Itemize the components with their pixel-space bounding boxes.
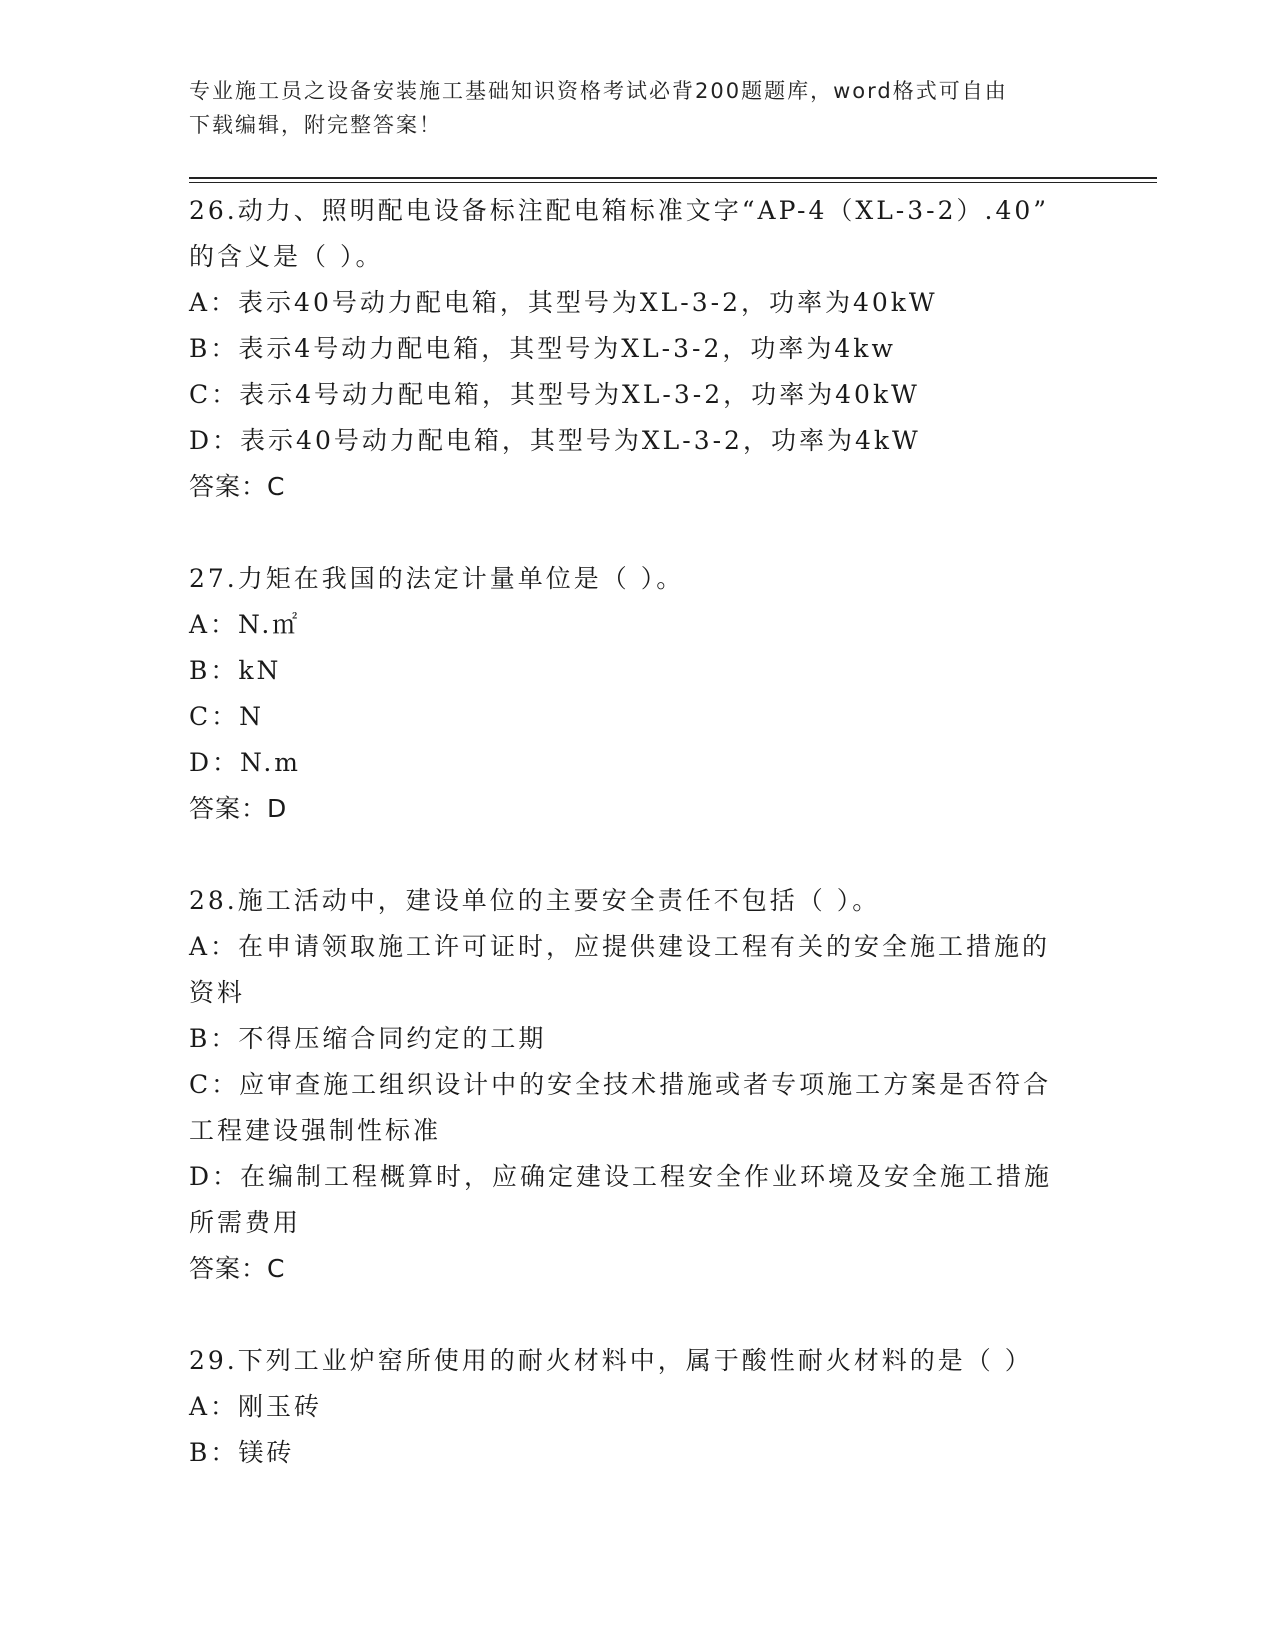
question-list (189, 188, 1089, 1522)
header-divider-thin (189, 182, 1157, 183)
option-b: B：表示4号动力配电箱，其型号为XL-3-2，功率为4kw (189, 334, 896, 363)
question-stem: 28.施工活动中，建设单位的主要安全责任不包括（ ）。 (189, 886, 881, 915)
option-a: A：N.㎡ (189, 610, 301, 639)
option-b: B：kN (189, 656, 282, 685)
question-29 (189, 1338, 1089, 1476)
option-c: C：N (189, 702, 265, 731)
answer-text: 答案：C (189, 1254, 286, 1283)
option-d-continued: 所需费用 (189, 1208, 302, 1237)
header-note-line-2: 下载编辑，附完整答案！ (189, 113, 442, 137)
header-divider-thick (189, 177, 1157, 179)
question-stem: 26.动力、照明配电设备标注配电箱标准文字“AP-4（XL-3-2）.40” (189, 196, 1050, 225)
answer-text: 答案：D (189, 794, 288, 823)
question-26 (189, 188, 1089, 510)
question-stem: 29.下列工业炉窑所使用的耐火材料中，属于酸性耐火材料的是（ ） (189, 1346, 1033, 1375)
option-c-continued: 工程建设强制性标准 (189, 1116, 442, 1145)
document-header-note (189, 74, 1069, 142)
question-stem: 27.力矩在我国的法定计量单位是（ ）。 (189, 564, 685, 593)
option-b: B：不得压缩合同约定的工期 (189, 1024, 547, 1053)
option-d: D：表示40号动力配电箱，其型号为XL-3-2，功率为4kW (189, 426, 921, 455)
option-a-continued: 资料 (189, 978, 246, 1007)
question-28 (189, 878, 1089, 1292)
option-c: C：表示4号动力配电箱，其型号为XL-3-2，功率为40kW (189, 380, 920, 409)
option-a: A：刚玉砖 (189, 1392, 323, 1421)
question-27 (189, 556, 1089, 832)
option-a: A：表示40号动力配电箱，其型号为XL-3-2，功率为40kW (189, 288, 938, 317)
question-stem-continued: 的含义是（ ）。 (189, 242, 384, 271)
option-a: A：在申请领取施工许可证时，应提供建设工程有关的安全施工措施的 (189, 932, 1051, 961)
option-b: B：镁砖 (189, 1438, 295, 1467)
option-c: C：应审查施工组织设计中的安全技术措施或者专项施工方案是否符合 (189, 1070, 1052, 1099)
option-d: D：在编制工程概算时，应确定建设工程安全作业环境及安全施工措施 (189, 1162, 1053, 1191)
option-d: D：N.m (189, 748, 301, 777)
header-note-line-1: 专业施工员之设备安装施工基础知识资格考试必背200题题库，word格式可自由 (189, 79, 1008, 103)
answer-text: 答案：C (189, 472, 286, 501)
